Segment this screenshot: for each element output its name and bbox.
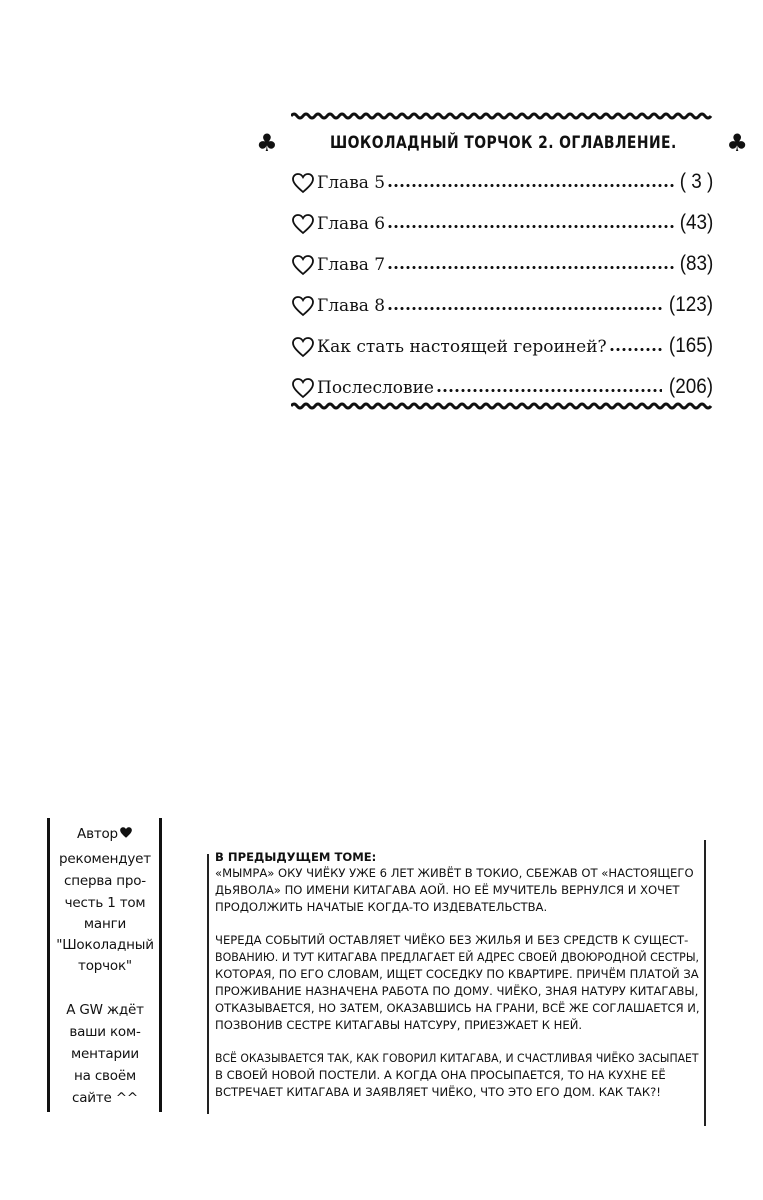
wavy-border-bottom <box>291 402 713 410</box>
summary-line: В СВОЕЙ НОВОЙ ПОСТЕЛИ. А КОГДА ОНА ПРОСЫПАЕТСЯ, ТО НА КУХНЕ ЕЁ <box>215 1068 666 1082</box>
summary-line: ДЬЯВОЛА» ПО ИМЕНИ КИТАГАВА АОЙ. НО ЕЁ МУЧИТЕЛЬ ВЕРНУЛСЯ И ХОЧЕТ <box>215 883 680 897</box>
heart-outline-icon <box>291 377 315 399</box>
toc-entry-page: (43) <box>679 211 713 234</box>
dot-leader <box>387 266 674 269</box>
summary-line: ОТКАЗЫВАЕТСЯ, НО ЗАТЕМ, ОКАЗАВШИСЬ НА ГРАНИ, ВСЁ ЖЕ СОГЛАШАЕТСЯ И, <box>215 1001 700 1015</box>
summary-line: ПОЗВОНИВ СЕСТРЕ КИТАГАВЫ НАТСУРУ, ПРИЕЗЖАЕТ К НЕЙ. <box>215 1018 583 1032</box>
toc-entry[interactable] <box>291 287 713 317</box>
note-line: ваши ком- <box>69 1024 141 1040</box>
note-line: на своём <box>74 1068 136 1084</box>
dot-leader <box>387 225 674 228</box>
toc-entry-label: Глава 6 <box>317 214 386 234</box>
previous-volume-summary <box>207 840 707 1126</box>
toc-entry-label: Послесловие <box>317 378 434 398</box>
toc-entry-page: (83) <box>679 252 713 275</box>
summary-line: «МЫМРА» ОКУ ЧИЁКУ УЖЕ 6 ЛЕТ ЖИВЁТ В ТОКИО, СБЕЖАВ ОТ «НАСТОЯЩЕГО <box>215 866 694 880</box>
toc-entry-page: (206) <box>668 375 713 398</box>
note-line: А GW ждёт <box>66 1002 144 1018</box>
toc-title-row <box>256 128 748 158</box>
summary-line: ВСТРЕЧАЕТ КИТАГАВА И ЗАЯВЛЯЕТ ЧИЁКО, ЧТО ЭТО ЕГО ДОМ. КАК ТАК?! <box>215 1085 661 1099</box>
toc-entry-page: ( 3 ) <box>679 170 713 193</box>
summary-line: ВСЁ ОКАЗЫВАЕТСЯ ТАК, КАК ГОВОРИЛ КИТАГАВА, И СЧАСТЛИВАЯ ЧИЁКО ЗАСЫПАЕТ <box>215 1051 699 1065</box>
dot-leader <box>609 348 662 351</box>
summary-line: КОТОРАЯ, ПО ЕГО СЛОВАМ, ИЩЕТ СОСЕДКУ ПО КВАРТИРЕ. ПРИЧЁМ ПЛАТОЙ ЗА <box>215 967 699 981</box>
summary-line: ВОВАНИЮ. И ТУТ КИТАГАВА ПРЕДЛАГАЕТ ЕЙ АДРЕС СВОЕЙ ДВОЮРОДНОЙ СЕСТРЫ, <box>215 950 700 964</box>
toc-entry[interactable] <box>291 369 713 399</box>
toc-entry-page: (123) <box>668 293 713 316</box>
wavy-border-top <box>291 112 713 120</box>
dot-leader <box>387 307 662 310</box>
toc-entry-label: Глава 8 <box>317 296 386 316</box>
note-line: торчок" <box>78 958 132 974</box>
toc-entry-label: Глава 5 <box>317 173 386 193</box>
note-line: манги <box>83 916 127 932</box>
heart-outline-icon <box>291 172 315 194</box>
toc-title: ШОКОЛАДНЫЙ ТОРЧОК 2. ОГЛАВЛЕНИЕ. <box>329 133 677 153</box>
toc-entry[interactable] <box>291 328 713 358</box>
note-line: ментарии <box>71 1046 139 1062</box>
club-suit-icon: ♣ <box>726 129 748 157</box>
heart-outline-icon <box>291 295 315 317</box>
heart-outline-icon <box>291 254 315 276</box>
note-line: "Шоколадный <box>56 937 154 953</box>
note-line: Автор <box>53 826 157 842</box>
heart-filled-icon <box>119 826 133 839</box>
summary-line: ЧЕРЕДА СОБЫТИЙ ОСТАВЛЯЕТ ЧИЁКО БЕЗ ЖИЛЬЯ И БЕЗ СРЕДСТВ К СУЩЕСТ- <box>215 933 689 947</box>
toc-entry[interactable] <box>291 246 713 276</box>
toc-entry[interactable] <box>291 205 713 235</box>
toc-entry-page: (165) <box>668 334 713 357</box>
summary-heading: В ПРЕДЫДУЩЕМ ТОМЕ: <box>215 850 377 864</box>
summary-right-border <box>704 840 706 1126</box>
table-of-contents <box>256 112 748 412</box>
note-line: рекомендует <box>59 851 151 867</box>
note-left-border <box>47 818 50 1112</box>
heart-outline-icon <box>291 336 315 358</box>
club-suit-icon: ♣ <box>256 129 278 157</box>
summary-line: ПРОДОЛЖИТЬ НАЧАТЫЕ КОГДА-ТО ИЗДЕВАТЕЛЬСТВА. <box>215 900 548 914</box>
note-line: сайте ^^ <box>72 1090 138 1106</box>
summary-line: ПРОЖИВАНИЕ НАЗНАЧЕНА РАБОТА ПО ДОМУ. ЧИЁКО, ЗНАЯ НАТУРУ КИТАГАВЫ, <box>215 984 699 998</box>
toc-entry-label: Глава 7 <box>317 255 386 275</box>
note-right-border <box>159 818 162 1112</box>
toc-entry-label: Как стать настоящей героиней? <box>317 337 607 357</box>
translator-note <box>47 818 163 1112</box>
note-line: честь 1 том <box>64 895 146 911</box>
heart-outline-icon <box>291 213 315 235</box>
summary-left-border <box>207 854 209 1114</box>
dot-leader <box>387 184 674 187</box>
note-line: сперва про- <box>64 873 146 889</box>
dot-leader <box>436 389 662 392</box>
toc-entry[interactable] <box>291 164 713 194</box>
